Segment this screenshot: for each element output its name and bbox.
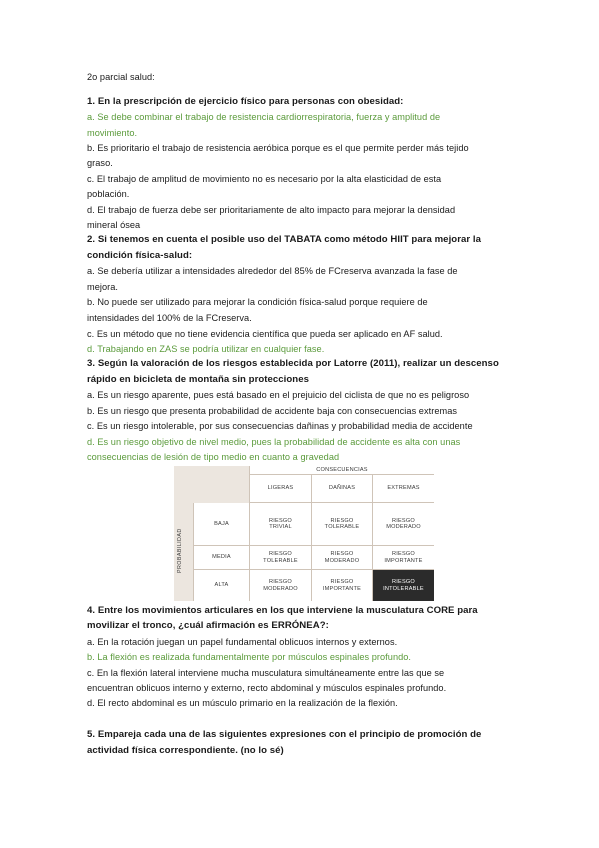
cell-riesgo-moderado: RIESGO MODERADO xyxy=(386,517,421,530)
q4-option-c: c. En la flexión lateral interviene mucha musculatura simultáneamente entre las que se xyxy=(87,668,445,678)
column-ligeras: LIGERAS xyxy=(267,485,294,492)
risk-matrix xyxy=(174,466,434,601)
cell-riesgo-trivial: RIESGO TRIVIAL xyxy=(269,517,292,530)
cell-riesgo-intolerable: RIESGO INTOLERABLE xyxy=(383,579,424,592)
q1-option-c: c. El trabajo de amplitud de movimiento no es necesario por la alta elasticidad de esta xyxy=(87,174,442,184)
question-4-title: 4. Entre los movimientos articulares en los que interviene la musculatura CORE para xyxy=(87,605,478,616)
q3-option-d-cont: consecuencias de lesión de tipo medio en cuanto a gravedad xyxy=(87,452,340,462)
q3-option-c: c. Es un riesgo intolerable, por sus consecuencias dañinas y probabilidad media de accidente xyxy=(87,421,473,431)
q2-option-b-cont: intensidades del 100% de la FCreserva. xyxy=(87,313,252,323)
question-2-title: 2. Si tenemos en cuenta el posible uso del TABATA como método HIIT para mejorar la xyxy=(87,234,481,245)
q2-option-d: d. Trabajando en ZAS se podría utilizar en cualquier fase. xyxy=(87,344,325,354)
q1-option-d-cont: mineral ósea xyxy=(87,220,141,230)
cell-riesgo-moderado: RIESGO MODERADO xyxy=(324,551,360,564)
q1-option-b-cont: graso. xyxy=(87,158,113,168)
question-1-title: 1. En la prescripción de ejercicio físico para personas con obesidad: xyxy=(87,96,404,107)
q1-option-d: d. El trabajo de fuerza debe ser prioritariamente de alto impacto para mejorar la densidad xyxy=(87,205,456,215)
question-4-title-cont: movilizar el tronco, ¿cuál afirmación es ERRÓNEA?: xyxy=(87,620,329,631)
document-header: 2o parcial salud: xyxy=(87,72,155,82)
consequences-label: CONSECUENCIAS xyxy=(316,466,368,473)
q4-option-b: b. La flexión es realizada fundamentalmente por músculos espinales profundo. xyxy=(87,652,412,662)
q3-option-d: d. Es un riesgo objetivo de nivel medio, pues la probabilidad de accidente es alta con unas xyxy=(87,437,461,447)
q2-option-c: c. Es un método que no tiene evidencia científica que pueda ser aplicado en AF salud. xyxy=(87,329,443,339)
q1-option-c-cont: población. xyxy=(87,189,130,199)
q3-option-a: a. Es un riesgo aparente, pues está basado en el prejuicio del ciclista de que no es peligroso xyxy=(87,390,470,400)
q4-option-a: a. En la rotación juegan un papel fundamental oblicuos internos y externos. xyxy=(87,637,398,647)
column-extremas: EXTREMAS xyxy=(387,485,420,492)
q2-option-a: a. Se debería utilizar a intensidades alrededor del 85% de FCreserva avanzada la fase de xyxy=(87,266,458,276)
question-3-title-cont: rápido en bicicleta de montaña sin protecciones xyxy=(87,374,309,385)
q3-option-b: b. Es un riesgo que presenta probabilidad de accidente baja con consecuencias extremas xyxy=(87,406,457,416)
q4-option-c-cont: encuentran oblicuos interno y externo, recto abdominal y músculos espinales profundo. xyxy=(87,683,447,693)
row-media: MEDIA xyxy=(212,554,231,561)
cell-riesgo-importante: RIESGO IMPORTANTE xyxy=(384,551,423,564)
question-5-title: 5. Empareja cada una de las siguientes expresiones con el principio de promoción de xyxy=(87,729,482,740)
cell-riesgo-importante: RIESGO IMPORTANTE xyxy=(322,579,362,592)
question-2-title-cont: condición física-salud: xyxy=(87,250,193,261)
q4-option-d: d. El recto abdominal es un músculo primario en la realización de la flexión. xyxy=(87,698,398,708)
cell-riesgo-tolerable: RIESGO TOLERABLE xyxy=(324,517,360,530)
cell-riesgo-moderado: RIESGO MODERADO xyxy=(263,579,298,592)
q1-option-b: b. Es prioritario el trabajo de resistencia aeróbica porque es el que permite perder más tejido xyxy=(87,143,469,153)
question-3-title: 3. Según la valoración de los riesgos establecida por Latorre (2011), realizar un descenso xyxy=(87,358,499,369)
q1-option-a: a. Se debe combinar el trabajo de resistencia cardiorrespiratoria, fuerza y amplitud de xyxy=(87,112,441,122)
q1-option-a-cont: movimiento. xyxy=(87,128,138,138)
cell-riesgo-tolerable: RIESGO TOLERABLE xyxy=(263,551,298,564)
row-alta: ALTA xyxy=(214,582,229,589)
question-5-title-cont: actividad física correspondiente. (no lo sé) xyxy=(87,745,284,756)
q2-option-a-cont: mejora. xyxy=(87,282,118,292)
q2-option-b: b. No puede ser utilizado para mejorar la condición física-salud porque requiere de xyxy=(87,297,428,307)
column-daninas: DAÑINAS xyxy=(328,485,356,492)
row-baja: BAJA xyxy=(214,520,229,527)
probability-label: PROBABILIDAD xyxy=(177,528,183,573)
